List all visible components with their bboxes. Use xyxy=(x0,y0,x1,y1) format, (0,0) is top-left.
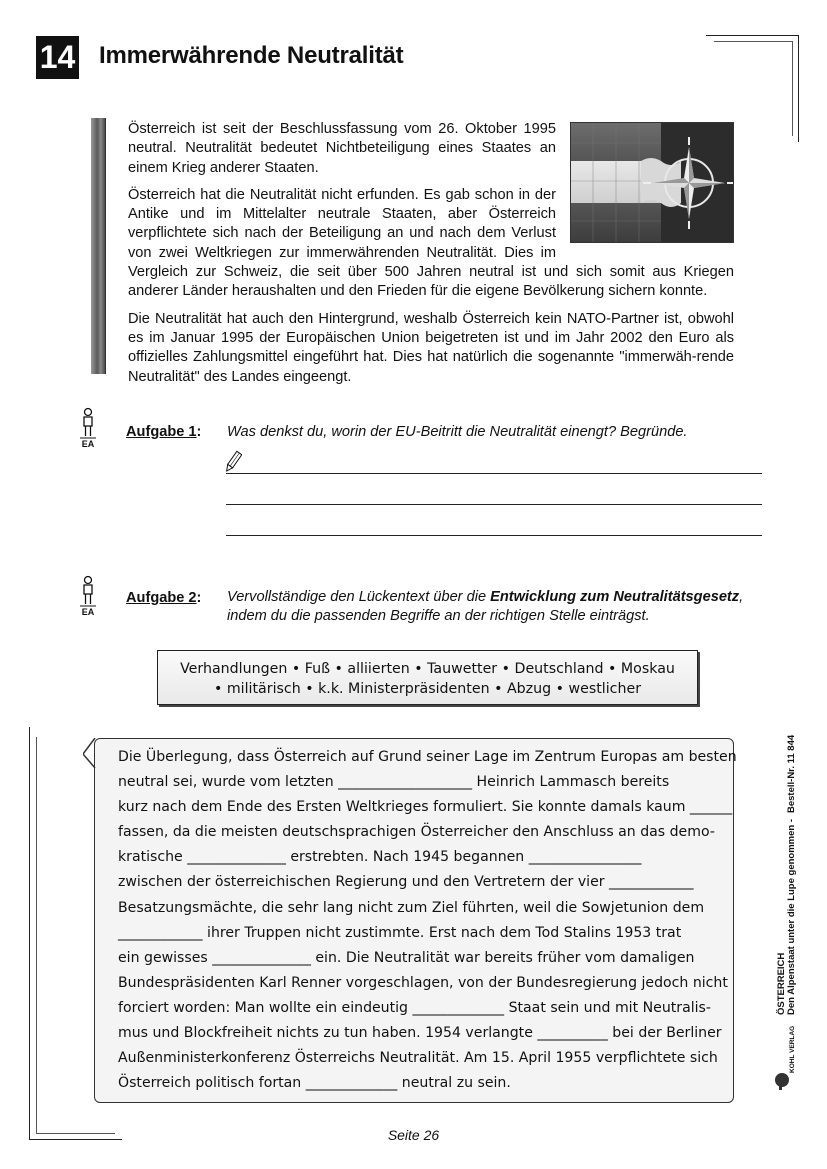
task2-text-d: indem du die passenden Begriffe an der richtigen Stelle einträgst. xyxy=(227,608,650,624)
publisher-vertical-text xyxy=(770,715,810,1095)
pencil-icon xyxy=(224,450,242,479)
task1-heading xyxy=(126,423,201,441)
publisher-sidebar xyxy=(770,715,800,1095)
gap-text-line: fassen, da die meisten deutschsprachigen Österreicher den Anschluss an das demo- xyxy=(118,824,715,841)
word-bank-line-2: • militärisch • k.k. Ministerpräsidenten • Abzug • westlicher xyxy=(213,681,642,697)
task2-text xyxy=(227,588,787,626)
svg-text:Bestell-Nr. 11 844: Bestell-Nr. 11 844 xyxy=(786,734,797,813)
word-bank xyxy=(157,650,698,705)
gap-text-line: kratische ______________ erstrebten. Nach 1945 begannen ________________ xyxy=(118,849,642,866)
task2-text-bold: Entwicklung zum Neutralitätsgesetz xyxy=(490,589,740,605)
box-corner-tl xyxy=(83,738,103,768)
single-work-icon xyxy=(79,407,97,449)
task1-label: Aufgabe 1 xyxy=(126,424,197,440)
task2-text-c: , xyxy=(739,589,744,605)
answer-line-1[interactable] xyxy=(226,473,762,474)
page-number: Seite 26 xyxy=(387,1127,440,1143)
gap-text-line: Die Überlegung, dass Österreich auf Grund seiner Lage im Zentrum Europas am besten xyxy=(118,749,737,765)
gap-text-line: kurz nach dem Ende des Ersten Weltkrieges formuliert. Sie konnte damals kaum ______ xyxy=(118,799,733,816)
person-icon xyxy=(79,575,97,607)
gap-text xyxy=(118,745,737,1096)
task2-label: Aufgabe 2 xyxy=(126,590,197,606)
intro-paragraph-3: Die Neutralität hat auch den Hintergrund, weshalb Österreich kein NATO-Partner ist, obwohl es im Januar 1995 der Europäischen Union beigetreten ist und im Jahr 2002 den Euro als offizielles Zahlungsmittel eingeführt hat. Dies hat natürlich die sogenannte "immerwäh-rende Neutralität" des Landes eingeengt. xyxy=(128,310,734,385)
gap-text-line: Bundespräsidenten Karl Renner vorgeschlagen, von der Bundesregierung jedoch nicht xyxy=(118,974,728,991)
gap-text-line: forciert worden: Man wollte ein eindeutig _____________ Staat sein und mit Neutralis- xyxy=(118,999,711,1016)
person-icon xyxy=(79,407,97,439)
intro-paragraph-1: Österreich ist seit der Beschlussfassung vom 26. Oktober 1995 neutral. Neutralität bedeutet Nichtbeteiligung eines Staates an einem Krieg anderer Staaten. xyxy=(128,121,556,176)
answer-line-2[interactable] xyxy=(226,504,762,505)
task1-text: Was denkst du, worin der EU-Beitritt die Neutralität einengt? Begründe. xyxy=(227,424,688,440)
svg-text:ÖSTERREICH: ÖSTERREICH xyxy=(776,952,787,1015)
gap-text-line: ein gewisses ______________ ein. Die Neutralität war bereits früher vom damaligen xyxy=(118,949,695,966)
chapter-number: 14 xyxy=(36,36,79,79)
task2-colon: : xyxy=(196,590,202,606)
word-bank-line-1: Verhandlungen • Fuß • alliierten • Tauwetter • Deutschland • Moskau xyxy=(180,661,675,677)
decorative-bar xyxy=(91,118,105,374)
gap-text-line: Österreich politisch fortan _____________ neutral zu sein. xyxy=(118,1075,511,1092)
page-title: Immerwährende Neutralität xyxy=(99,42,404,69)
answer-line-3[interactable] xyxy=(226,535,762,536)
svg-text:KOHL VERLAG: KOHL VERLAG xyxy=(789,1025,796,1073)
intro-text xyxy=(128,120,734,395)
svg-text:Den Alpenstaat unter die Lupe: Den Alpenstaat unter die Lupe genommen - xyxy=(786,818,797,1015)
ea-badge: EA xyxy=(81,439,95,449)
gap-text-line: ____________ ihrer Truppen nicht zustimmte. Erst nach dem Tod Stalins 1953 trat xyxy=(118,924,682,941)
intro-paragraph-2: Österreich hat die Neutralität nicht erfunden. Es gab schon in der Antike und im Mittelalter neutrale Staaten, aber Österreich verpflichtete sich nach der Beteiligung an und nach dem Verlust von zwei Weltkriegen zur immerwährenden Neutralität. Dies im Vergleich zur Schweiz, die seit über 500 Jahren neutral ist und sich somit aus Kriegen anderer Länder heraushalten und den Frieden für die eigene Bevölkerung sichern konnte. xyxy=(128,186,734,300)
gap-text-line: mus und Blockfreiheit nichts zu tun haben. 1954 verlangte __________ bei der Berliner xyxy=(118,1025,722,1042)
task2-heading xyxy=(126,589,201,607)
publisher-logo-icon xyxy=(775,1073,789,1090)
gap-text-line: Besatzungsmächte, die sehr lang nicht zum Ziel führten, weil die Sowjetunion dem xyxy=(118,899,705,916)
gap-text-line: zwischen der österreichischen Regierung und den Vertretern der vier ____________ xyxy=(118,874,694,891)
austria-nato-puzzle-image xyxy=(570,122,734,243)
task1-colon: : xyxy=(196,424,202,440)
single-work-icon xyxy=(79,575,97,617)
ea-badge: EA xyxy=(81,607,95,617)
gap-text-line: neutral sei, wurde vom letzten ___________________ Heinrich Lammasch bereits xyxy=(118,774,670,791)
gap-text-line: Außenministerkonferenz Österreichs Neutralität. Am 15. April 1955 verpflichtete sich xyxy=(118,1050,718,1067)
task2-text-a: Vervollständige den Lückentext über die xyxy=(227,589,491,605)
